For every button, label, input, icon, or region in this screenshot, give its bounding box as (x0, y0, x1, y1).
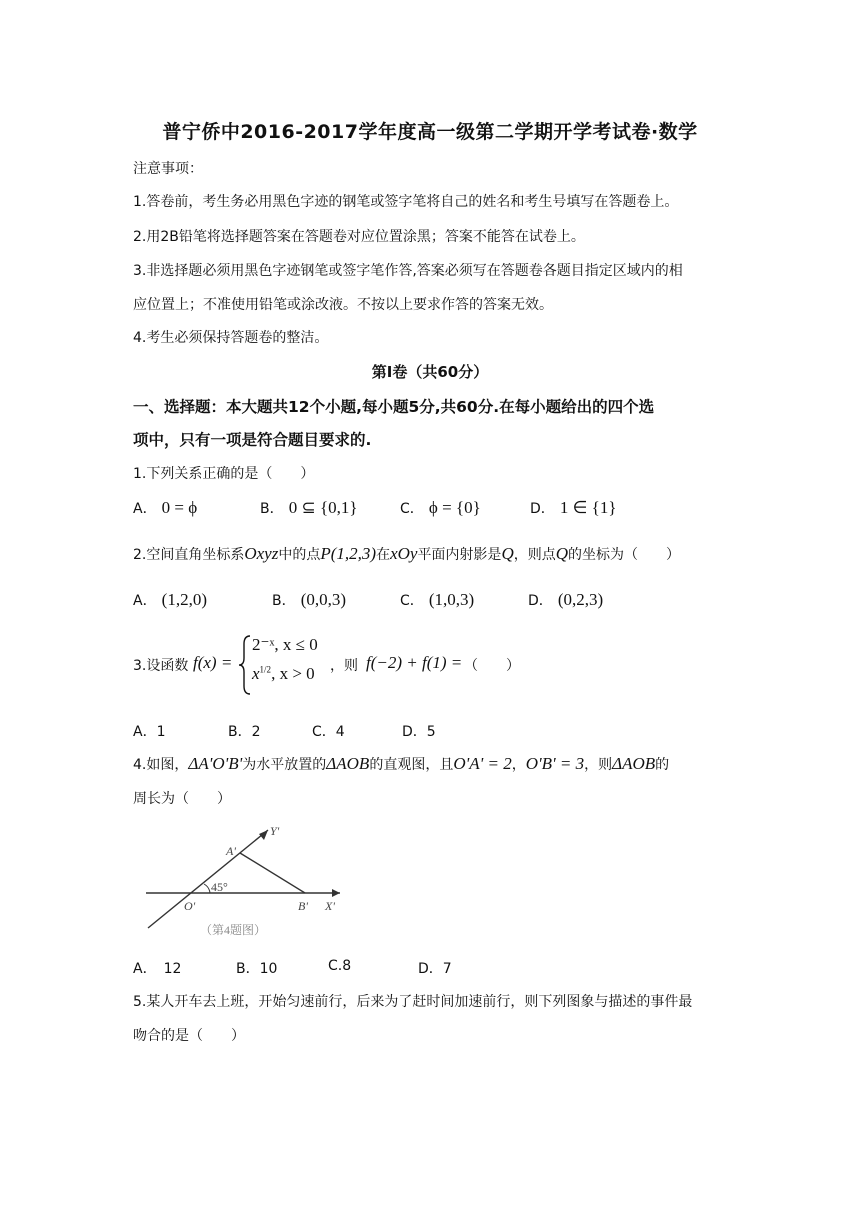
q3-case-2-base: x (252, 664, 260, 683)
q4-label-o: O' (184, 899, 196, 913)
notes-heading: 注意事项： (133, 161, 203, 177)
q4-label-x: X' (325, 899, 335, 913)
q4-angle-arc (204, 884, 210, 893)
q1-d-math: 1 ∈ {1} (559, 498, 617, 517)
q1-a-math: 0 = ϕ (161, 498, 198, 517)
q4-text-5: ，则 (584, 757, 613, 773)
q3-expression: f(−2) + f(1) = (366, 653, 463, 672)
q2-math-oxyz: Oxyz (244, 544, 279, 563)
q1-b-label: B． (260, 501, 284, 517)
q2-stem (133, 544, 680, 564)
q4-math-triangle-aob: ΔAOB (326, 754, 370, 773)
exam-title: 普宁侨中2016-2017学年度高一级第二学期开学考试卷·数学 (162, 121, 698, 143)
q1-d-label: D． (530, 501, 555, 517)
q2-b-math: (0,0,3) (300, 590, 347, 609)
q2-math-point-p: P(1,2,3) (320, 544, 377, 563)
q3-case-1: 2⁻ˣ, x ≤ 0 (252, 635, 318, 654)
q1-a-label: A． (133, 501, 157, 517)
q4-y-axis-line (148, 830, 268, 928)
section-title: 第Ⅰ卷（共60分） (371, 363, 489, 381)
q2-math-q-2: Q (555, 544, 568, 563)
note-3-line-2: 应位置上；不准使用铅笔或涂改液。不按以上要求作答的答案无效。 (133, 297, 553, 313)
q2-a-label: A． (133, 593, 157, 609)
q2-text-5: ，则点 (513, 547, 556, 563)
q4-math-triangle-aob-2: ΔAOB (612, 754, 656, 773)
q3-case-2 (252, 664, 315, 684)
q3-mid: ，则 (330, 658, 358, 674)
q2-c-math: (1,0,3) (428, 590, 475, 609)
q2-math-xoy: xOy (390, 544, 418, 563)
q3-option-c: C．4 (312, 724, 345, 740)
q2-option-c (400, 590, 474, 610)
q3-case-2-rest: , x > 0 (271, 664, 315, 683)
q4-text-3: 的直观图，且 (369, 757, 454, 773)
q4-option-c: C.8 (328, 958, 352, 974)
q4-stem (133, 754, 669, 774)
q4-line-2: 周长为（ ） (133, 791, 231, 807)
q4-math-triangle-prime: ΔA'O'B' (188, 754, 243, 773)
note-1: 1.答卷前，考生务必用黑色字迹的钢笔或签字笔将自己的姓名和考生号填写在答题卷上。 (133, 194, 679, 210)
q2-d-label: D． (528, 593, 553, 609)
q4-text-6: 的 (655, 757, 670, 773)
q2-text-2: 中的点 (278, 547, 321, 563)
q1-stem: 1.下列关系正确的是（ ） (133, 466, 315, 482)
q4-segment-ab (240, 853, 305, 893)
q1-b-math: 0 ⊆ {0,1} (288, 498, 358, 517)
q1-option-a (133, 498, 197, 518)
q2-c-label: C． (400, 593, 424, 609)
q4-figure (140, 822, 350, 944)
q1-c-label: C． (400, 501, 424, 517)
q4-label-angle: 45° (211, 880, 228, 894)
q3-option-b: B．2 (228, 724, 261, 740)
note-2: 2.用2B铅笔将选择题答案在答题卷对应位置涂黑；答案不能答在试卷上。 (133, 229, 585, 245)
q3-option-d: D．5 (402, 724, 436, 740)
q5-line-2: 吻合的是（ ） (133, 1028, 245, 1044)
q3-option-a: A．1 (133, 724, 166, 740)
q2-text-4: 平面内射影是 (417, 547, 502, 563)
q3-prefix: 3.设函数 (133, 658, 189, 674)
q3-left-brace-icon (238, 634, 252, 696)
q1-option-b (260, 498, 358, 518)
q2-text-6: 的坐标为（ ） (568, 547, 680, 563)
q2-option-d (528, 590, 603, 610)
q3-fx: f(x) = (193, 653, 233, 672)
q2-b-label: B． (272, 593, 296, 609)
q4-x-arrow-icon (332, 889, 340, 897)
q2-text-1: 2.空间直角坐标系 (133, 547, 245, 563)
q1-c-math: ϕ = {0} (428, 498, 481, 517)
q4-option-d: D．7 (418, 961, 452, 977)
q1-option-c (400, 498, 481, 518)
q2-option-b (272, 590, 346, 610)
q4-text-2: 为水平放置的 (242, 757, 327, 773)
q2-d-math: (0,2,3) (557, 590, 604, 609)
q4-label-y: Y' (270, 824, 280, 838)
q3-tail: （ ） (464, 658, 520, 674)
q1-option-d (530, 498, 617, 518)
q4-caption: （第4题图） (200, 923, 267, 937)
q4-text-4: ， (511, 757, 526, 773)
q2-option-a (133, 590, 207, 610)
q4-math-oa: O'A' = 2 (453, 754, 512, 773)
q2-a-math: (1,2,0) (161, 590, 207, 609)
section-intro-line-1: 一、选择题：本大题共12个小题,每小题5分,共60分.在每小题给出的四个选 (133, 398, 655, 416)
note-4: 4.考生必须保持答题卷的整洁。 (133, 330, 329, 346)
q4-label-a: A' (226, 844, 236, 858)
note-3-line-1: 3.非选择题必须用黑色字迹钢笔或签字笔作答,答案必须写在答题卷各题目指定区域内的相 (133, 263, 683, 279)
q4-y-arrow-icon (259, 830, 268, 840)
q2-text-3: 在 (376, 547, 391, 563)
q4-option-a: A． 12 (133, 961, 182, 977)
q4-option-b: B．10 (236, 961, 278, 977)
q4-label-b: B' (298, 899, 308, 913)
section-intro-line-2: 项中，只有一项是符合题目要求的. (133, 431, 372, 449)
q3-case-2-exponent: 1/2 (259, 664, 272, 675)
q4-text-1: 4.如图， (133, 757, 189, 773)
q5-line-1: 5.某人开车去上班，开始匀速前行，后来为了赶时间加速前行，则下列图象与描述的事件最 (133, 994, 693, 1010)
q4-math-ob: O'B' = 3 (525, 754, 585, 773)
q2-math-q: Q (501, 544, 514, 563)
